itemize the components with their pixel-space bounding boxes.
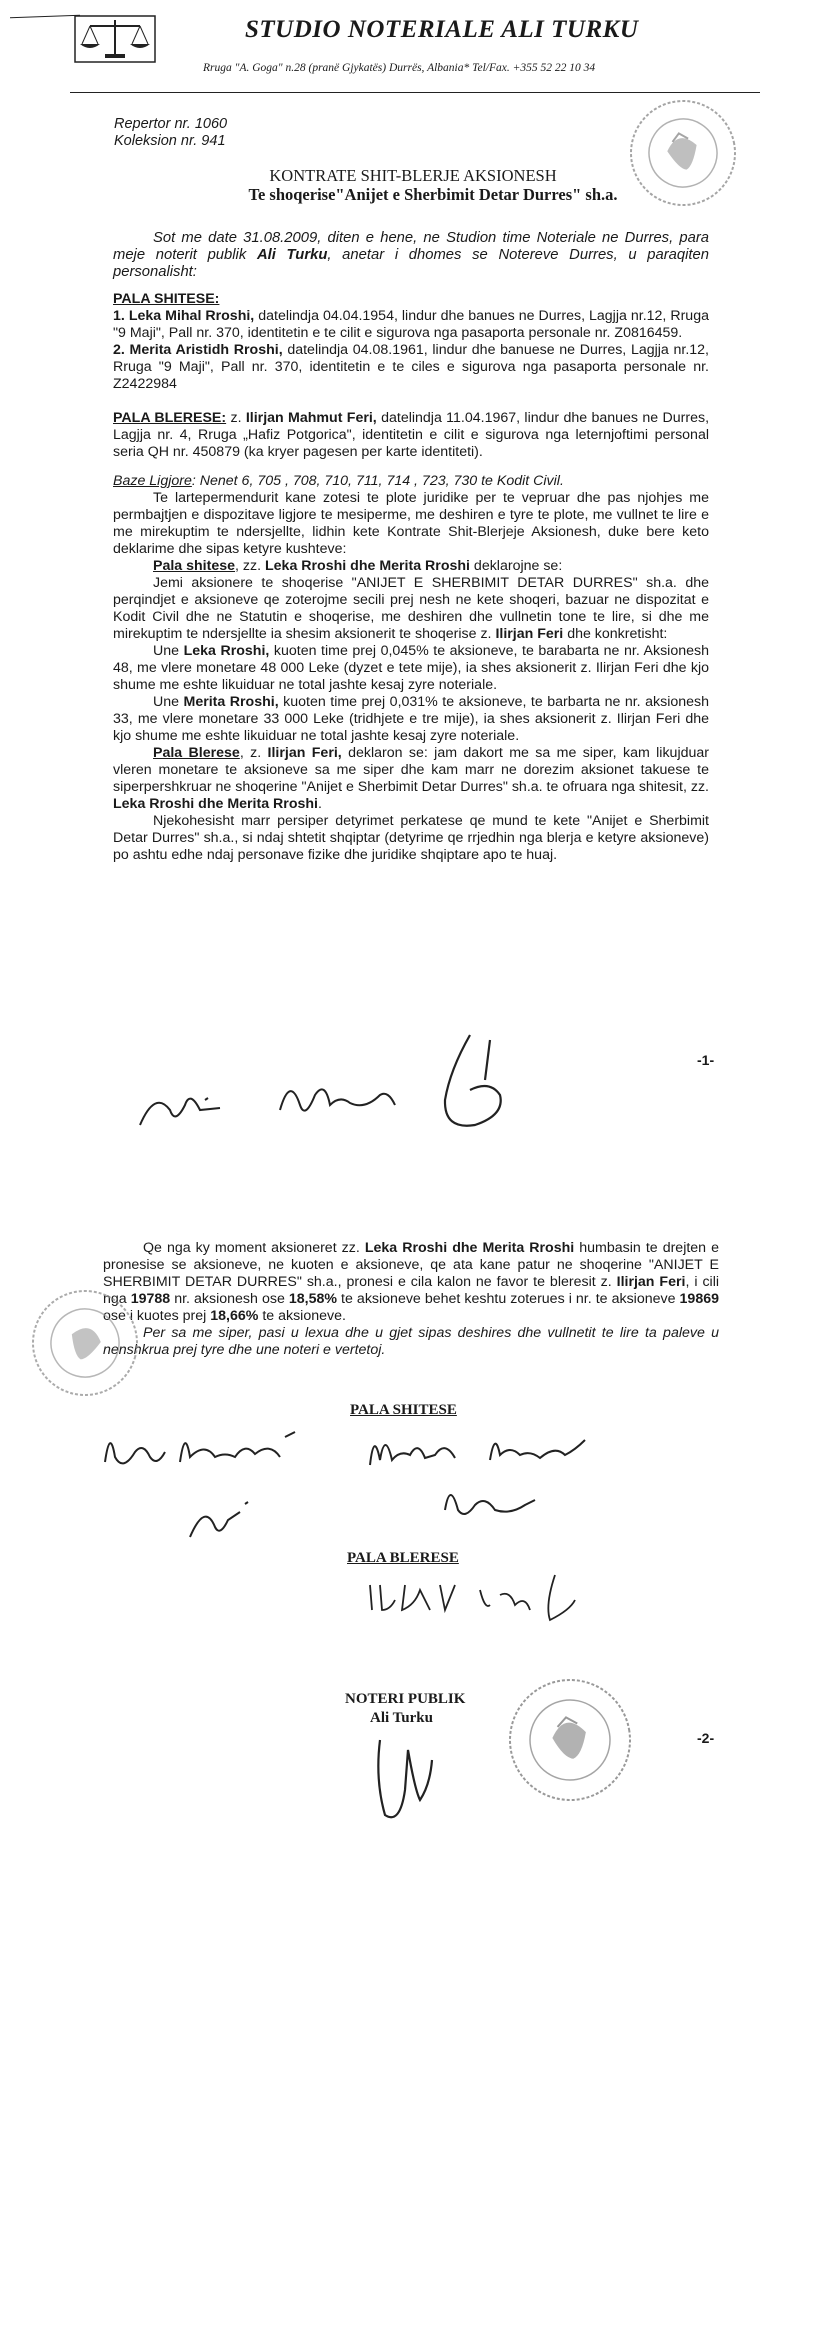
signature-notary bbox=[360, 1730, 450, 1835]
signature-leka-initial-2 bbox=[180, 1482, 270, 1557]
buyer-declaration-paragraph: Pala Blerese, z. Ilirjan Feri, deklaron se: jam dakort me sa me siper, kam likujduar vleren monetare te aksioneve sa me siper dhe kam marr ne dorezim aksionet takuese te siperpershkruar ne shoqerine "Anijet e Sherbimit Detar Durres" sh.a. te ofruara nga shitesit, zz. Leka Rroshi dhe Merita Rroshi. bbox=[113, 745, 709, 812]
notary-heading: NOTERI PUBLIK bbox=[345, 1691, 466, 1707]
merita-quota-paragraph: Une Merita Rroshi, kuoten time prej 0,031% te aksioneve, te barbarta ne nr. aksionesh 33, me vlere monetare 33 000 Leke (tridhjete e tre mije), ia shes aksionerit z. Ilirjan Feri dhe kjo shume me eshte likuiduar ne total jashte kesaj zyre noteriale. bbox=[113, 694, 709, 744]
studio-address: Rruga "A. Goga" n.28 (pranë Gjykatës) Durrës, Albania* Tel/Fax. +355 52 22 10 34 bbox=[203, 62, 596, 74]
repertor-number: Repertor nr. 1060 bbox=[114, 116, 228, 132]
seller-1-paragraph: 1. Leka Mihal Rroshi, datelindja 04.04.1954, lindur dhe banues ne Durres, Lagjja nr.12, Rruga "9 Maji", Pall nr. 370, identitetin e te cilit e sigurova nga pasaporta personale nr. Z0816459. bbox=[113, 308, 709, 341]
page-number-2: -2- bbox=[697, 1730, 715, 1746]
contract-body-page-2 bbox=[103, 1240, 719, 1359]
sellers-declaration-line: Pala shitese, zz. Leka Rroshi dhe Merita Rroshi deklarojne se: bbox=[153, 558, 563, 574]
signature-merita bbox=[270, 1065, 410, 1140]
page-gap bbox=[0, 1150, 826, 1170]
studio-title: STUDIO NOTERIALE ALI TURKU bbox=[245, 16, 639, 43]
header-rule bbox=[70, 92, 760, 93]
signature-ilirjan-feri bbox=[360, 1565, 590, 1630]
sellers-signature-heading: PALA SHITESE bbox=[350, 1402, 457, 1418]
signature-merita-initial bbox=[430, 1470, 550, 1535]
contract-body-page-1 bbox=[113, 230, 709, 864]
notary-stamp-right bbox=[495, 1665, 646, 1816]
obligations-paragraph: Njekohesisht marr persiper detyrimet perkatese qe mund te kete "Anijet e Sherbimit Detar Durres" sh.a., si ndaj shtetit shqiptar (detyrime qe rrjedhin nga blerja e ketyre aksioneve) po ashtu edhe ndaj personave fizike dhe juridike shqiptare apo te huaj. bbox=[113, 813, 709, 863]
shareholders-paragraph: Jemi aksionere te shoqerise "ANIJET E SHERBIMIT DETAR DURRES" sh.a. dhe perqindjet e aksioneve qe zoterojme secili prej nesh ne kete shoqeri, bazuar ne dispozitat e Kodit Civil dhe ne Statutin e shoqerise, me deshiren dhe vullnetin tone te lire, si dhe me mirekuptim te ndersjellte ia shesim aksionerit te shoqerise z. Ilirjan Feri dhe konkretisht: bbox=[113, 575, 709, 642]
leka-quota-paragraph: Une Leka Rroshi, kuoten time prej 0,045% te aksioneve, te barabarta ne nr. Aksionesh 48, me vlere monetare 48 000 Leke (dyzet e tete mije), ia shes aksionerit z. Ilirjan Feri dhe kjo shume me eshte likuiduar ne total jashte kesaj zyre noteriale. bbox=[113, 643, 709, 693]
parties-capacity-paragraph: Te lartepermendurit kane zotesi te plote juridike per te vepruar dhe pas njohjes me permbajtjen e dispozitave ligjore te mesiperme, me deshiren e tyre te plote, me vullnet te lire e me mirekuptim te ndersjellte, lidhin kete Kontrate Shit-Blerjeje Aksionesh, duke bere keto deklarime dhe sipas ketyre kushteve: bbox=[113, 490, 709, 557]
notary-name: Ali Turku bbox=[370, 1710, 433, 1726]
intro-paragraph: Sot me date 31.08.2009, diten e hene, ne Studion time Noteriale ne Durres, para meje noterit publik Ali Turku, anetar i dhomes se Notereve Durres, u paraqiten personalisht: bbox=[113, 230, 709, 280]
contract-title: KONTRATE SHIT-BLERJE AKSIONESH bbox=[269, 166, 557, 185]
page-number-1: -1- bbox=[697, 1052, 715, 1068]
buyer-paragraph: PALA BLERESE: z. Ilirjan Mahmut Feri, datelindja 11.04.1967, lindur dhe banues ne Durres, Lagjja nr. 4, Rruga „Hafiz Potgorica", identitetin e cilit e sigurova nga leternjoftimi personal seria QH nr. 450879 (ka kryer pagesen per karte identiteti). bbox=[113, 410, 710, 460]
seller-2-paragraph: 2. Merita Aristidh Rroshi, datelindja 04.08.1961, lindur dhe banuese ne Durres, Lagjja nr.12, Rruga "9 Maji", Pall nr. 370, identitetin e te ciles e sigurova nga pasaporta personale nr. Z2422984 bbox=[113, 342, 709, 392]
signature-buyer bbox=[430, 1030, 520, 1145]
buyer-signature-heading: PALA BLERESE bbox=[347, 1550, 459, 1566]
signature-leka-initial bbox=[130, 1070, 250, 1145]
closing-paragraph: Per sa me siper, pasi u lexua dhe u gjet sipas deshires dhe vullnetit te lire ta paleve u nenshkrua prej tyre dhe une noteri e vertetoj. bbox=[103, 1325, 719, 1358]
sellers-heading: PALA SHITESE: bbox=[113, 291, 220, 307]
document-page-1 bbox=[0, 0, 826, 1150]
legal-basis-line: Baze Ligjore: Nenet 6, 705 , 708, 710, 711, 714 , 723, 730 te Kodit Civil. bbox=[113, 473, 564, 489]
scales-of-justice-logo bbox=[70, 14, 160, 64]
signature-leka-rroshi bbox=[95, 1412, 315, 1487]
ownership-transfer-paragraph: Qe nga ky moment aksioneret zz. Leka Rroshi dhe Merita Rroshi humbasin te drejten e pronesise se aksioneve, ne kuoten e aksioneve, qe ata kane patur ne shoqerine "ANIJET E SHERBIMIT DETAR DURRES" sh.a., pronesi e cila kalon ne favor te bleresit z. Ilirjan Feri, i cili nga 19788 nr. aksionesh ose 18,58% te aksioneve behet keshtu zoterues i nr. te aksioneve 19869 ose i kuotes prej 18,66% te aksioneve. bbox=[103, 1240, 720, 1324]
document-page-2 bbox=[0, 1170, 826, 2338]
koleksion-number: Koleksion nr. 941 bbox=[114, 133, 226, 149]
contract-subtitle: Te shoqerise"Anijet e Sherbimit Detar Durres" sh.a. bbox=[248, 185, 618, 204]
